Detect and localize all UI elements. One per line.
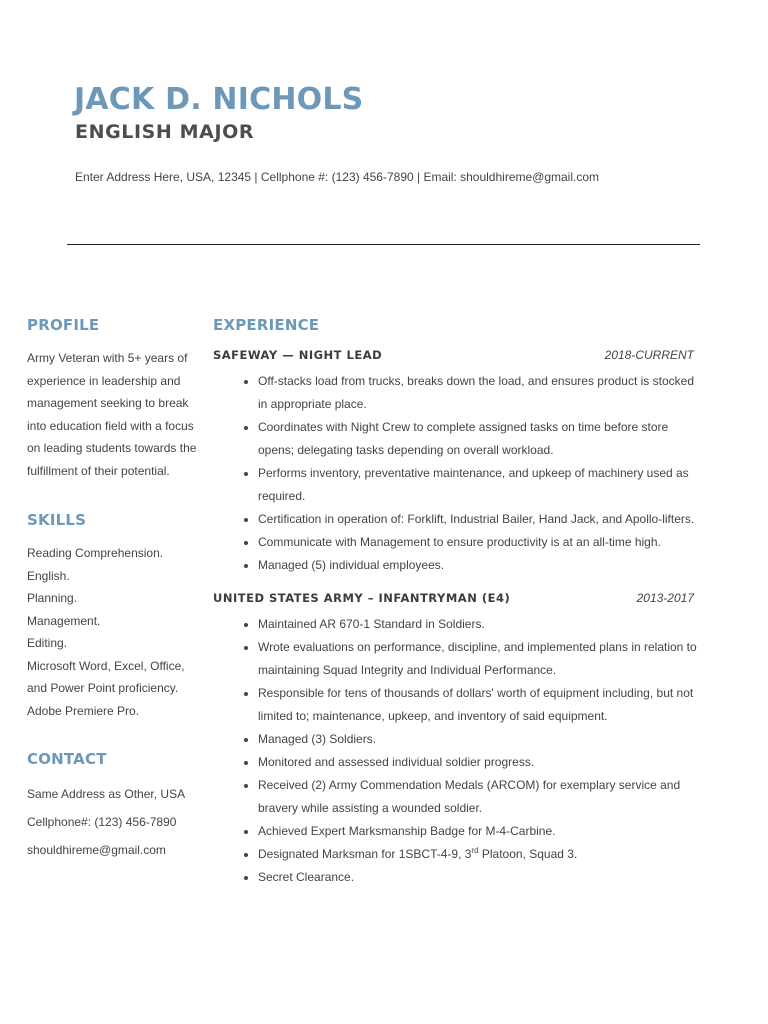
profile-text: Army Veteran with 5+ years of experience in leadership and management seeking to break into education field with a focus on leading students towards the fulfillment of their potential. — [27, 351, 197, 478]
job-bullet: • Certification in operation of: Forklift, Industrial Bailer, Hand Jack, and Apollo-lifters. — [258, 508, 703, 531]
job-army — [213, 591, 703, 889]
job-title: SAFEWAY — NIGHT LEAD — [213, 348, 383, 362]
job-bullet — [258, 843, 703, 866]
skill-item: Editing. — [27, 636, 68, 650]
header-contact-line: Enter Address Here, USA, 12345 | Cellphone #: (123) 456-7890 | Email: shouldhireme@gmail.com — [75, 170, 600, 184]
skill-item: Management. — [27, 613, 101, 628]
job-bullet: • Achieved Expert Marksmanship Badge for M-4-Carbine. — [258, 820, 703, 843]
resume-title: ENGLISH MAJOR — [75, 121, 255, 143]
skill-item: Planning. — [27, 591, 78, 605]
job-bullet: • Monitored and assessed individual soldier progress. — [258, 751, 703, 774]
job-bullet: • Wrote evaluations on performance, discipline, and implemented plans in relation to maintaining Squad Integrity and Individual Performance. — [258, 636, 703, 682]
contact-heading: CONTACT — [27, 750, 107, 768]
job-bullet: • Managed (3) Soldiers. — [258, 728, 703, 751]
job-title: UNITED STATES ARMY – INFANTRYMAN (E4) — [213, 591, 511, 605]
job-bullets — [213, 370, 703, 577]
job-bullets — [213, 613, 703, 889]
contact-phone: Cellphone#: (123) 456-7890 — [27, 815, 177, 829]
ordinal-suffix: rd — [471, 846, 479, 855]
job-bullet: • Off-stacks load from trucks, breaks down the load, and ensures product is stocked in appropriate place. — [258, 370, 703, 416]
job-bullet: • Secret Clearance. — [258, 866, 703, 889]
contact-address: Same Address as Other, USA — [27, 787, 186, 801]
left-column — [27, 314, 197, 864]
job-date: 2013-2017 — [636, 591, 694, 605]
skills-list — [27, 542, 197, 722]
profile-heading: PROFILE — [27, 316, 100, 334]
header-divider — [67, 244, 700, 245]
job-date: 2018-CURRENT — [604, 348, 694, 362]
job-bullet: • Received (2) Army Commendation Medals (ARCOM) for exemplary service and bravery while assisting a wounded soldier. — [258, 774, 703, 820]
job-bullet: • Communicate with Management to ensure productivity is at an all-time high. — [258, 531, 703, 554]
contact-list — [27, 780, 197, 864]
bullet-text-part: Platoon, Squad 3. — [478, 847, 578, 861]
job-bullet: • Managed (5) individual employees. — [258, 554, 703, 577]
skill-item: Reading Comprehension. — [27, 546, 164, 560]
skill-item: English. — [27, 568, 70, 583]
contact-email[interactable]: shouldhireme@gmail.com — [27, 843, 166, 857]
skill-item: Microsoft Word, Excel, Office, and Power Point proficiency. — [27, 658, 185, 695]
resume-name: JACK D. NICHOLS — [74, 82, 364, 117]
skills-heading: SKILLS — [27, 511, 87, 529]
job-safeway — [213, 348, 703, 577]
experience-heading: EXPERIENCE — [213, 316, 320, 334]
job-header — [213, 591, 703, 611]
job-bullet: • Responsible for tens of thousands of dollars' worth of equipment including, but not limited to; maintenance, upkeep, and inventory of said equipment. — [258, 682, 703, 728]
job-bullet: • Performs inventory, preventative maintenance, and upkeep of machinery used as required. — [258, 462, 703, 508]
bullet-text-part: Designated Marksman for 1SBCT-4-9, 3 — [258, 847, 472, 861]
skill-item: Adobe Premiere Pro. — [27, 703, 140, 718]
job-bullet: • Maintained AR 670-1 Standard in Soldiers. — [258, 613, 703, 636]
job-bullet: • Coordinates with Night Crew to complete assigned tasks on time before store opens; delegating tasks depending on overall workload. — [258, 416, 703, 462]
right-column — [213, 314, 703, 889]
job-header — [213, 348, 703, 368]
